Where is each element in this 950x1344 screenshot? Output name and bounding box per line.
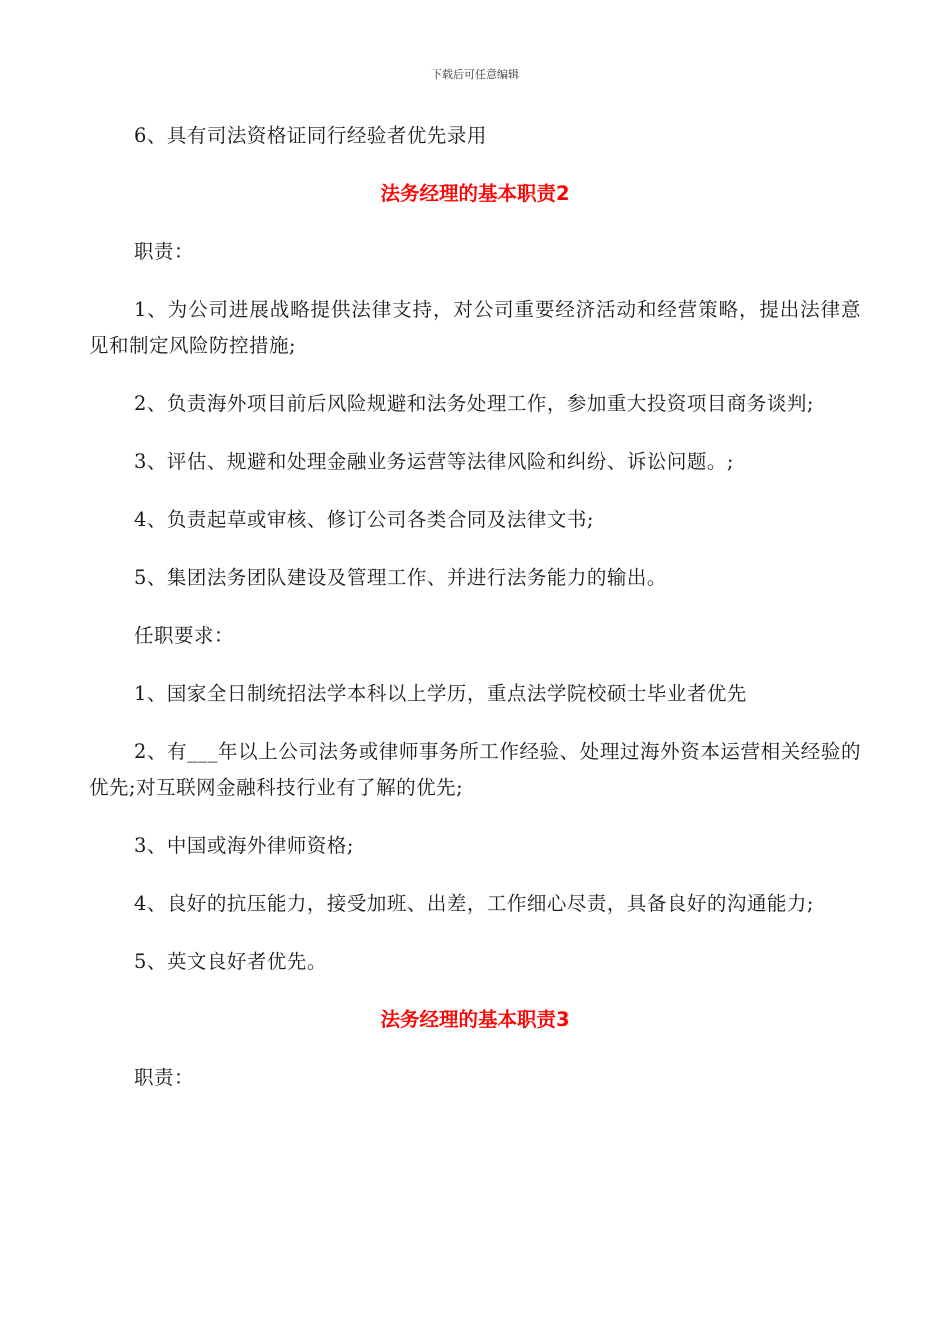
duty-item-5: 5、集团法务团队建设及管理工作、并进行法务能力的输出。 <box>134 566 667 589</box>
duty-item-1: 1、为公司进展战略提供法律支持，对公司重要经济活动和经营策略，提出法律意见和制定风险防控措施; <box>89 298 861 357</box>
header-note: 下载后可任意编辑 <box>431 68 519 81</box>
requirement-item-3: 3、中国或海外律师资格; <box>134 834 354 857</box>
section-heading-2: 法务经理的基本职责2 <box>380 182 570 205</box>
requirement-item-2: 2、有___年以上公司法务或律师事务所工作经验、处理过海外资本运营相关经验的优先;对互联网金融科技行业有了解的优先; <box>89 740 861 799</box>
requirement-item-5: 5、英文良好者优先。 <box>134 950 327 973</box>
duty-item-3: 3、评估、规避和处理金融业务运营等法律风险和纠纷、诉讼问题。; <box>134 450 734 473</box>
requirement-item-6: 6、具有司法资格证同行经验者优先录用 <box>134 124 487 147</box>
section-heading-3: 法务经理的基本职责3 <box>380 1008 570 1031</box>
document-body <box>89 118 861 1118</box>
duty-item-2: 2、负责海外项目前后风险规避和法务处理工作，参加重大投资项目商务谈判; <box>134 392 814 415</box>
requirement-item-4: 4、良好的抗压能力，接受加班、出差，工作细心尽责，具备良好的沟通能力; <box>134 892 814 915</box>
requirements-label: 任职要求： <box>134 624 235 647</box>
duty-item-4: 4、负责起草或审核、修订公司各类合同及法律文书; <box>134 508 594 531</box>
duties-label: 职责： <box>134 240 195 263</box>
requirement-item-1: 1、国家全日制统招法学本科以上学历，重点法学院校硕士毕业者优先 <box>134 682 747 705</box>
duties-label-3: 职责： <box>134 1066 195 1089</box>
